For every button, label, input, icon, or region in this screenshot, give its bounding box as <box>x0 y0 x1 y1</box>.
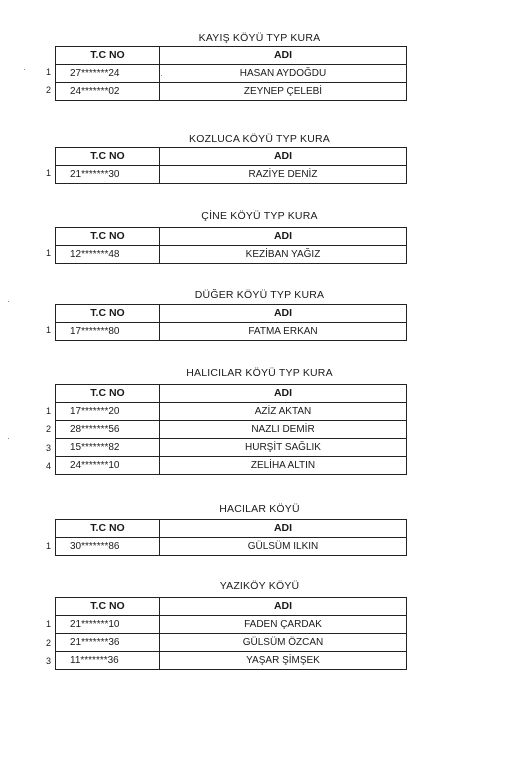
header-tc: T.C NO <box>56 148 160 166</box>
name-cell: HURŞİT SAĞLIK <box>160 439 407 457</box>
results-table <box>55 597 407 670</box>
row-number: 1 <box>46 168 52 178</box>
header-name: ADI <box>160 148 407 166</box>
tc-cell: 24*******10 <box>56 457 160 475</box>
name-cell: ZELİHA ALTIN <box>160 457 407 475</box>
row-number: 1 <box>46 406 52 416</box>
name-cell: FADEN ÇARDAK <box>160 616 407 634</box>
header-name: ADI <box>160 228 407 246</box>
name-cell: FATMA ERKAN <box>160 323 407 341</box>
tc-cell: 21*******36 <box>56 634 160 652</box>
name-cell: HASAN AYDOĞDU <box>160 65 407 83</box>
results-table <box>55 304 407 341</box>
table-row <box>56 457 407 475</box>
table-row <box>56 421 407 439</box>
results-table <box>55 227 407 264</box>
name-cell: YAŞAR ŞİMŞEK <box>160 652 407 670</box>
table-row <box>56 403 407 421</box>
section-title: HALICILAR KÖYÜ TYP KURA <box>186 367 333 379</box>
name-cell: GÜLSÜM ÖZCAN <box>160 634 407 652</box>
tc-cell: 17*******20 <box>56 403 160 421</box>
table-row <box>56 538 407 556</box>
section-title: DÜĞER KÖYÜ TYP KURA <box>194 289 325 301</box>
tc-cell: 27*******24 <box>56 65 160 83</box>
row-number: 2 <box>46 85 52 95</box>
tc-cell: 28*******56 <box>56 421 160 439</box>
row-number: 1 <box>46 325 52 335</box>
section-title: KOZLUCA KÖYÜ TYP KURA <box>189 133 330 145</box>
row-number: 1 <box>46 248 52 258</box>
tc-cell: 30*******86 <box>56 538 160 556</box>
tc-cell: 21*******30 <box>56 166 160 184</box>
header-tc: T.C NO <box>56 598 160 616</box>
row-number: 3 <box>46 443 52 453</box>
header-tc: T.C NO <box>56 520 160 538</box>
header-tc: T.C NO <box>56 385 160 403</box>
section-title: KAYIŞ KÖYÜ TYP KURA <box>198 32 321 44</box>
row-number: 2 <box>46 424 52 434</box>
scan-speck <box>24 69 25 70</box>
scan-speck <box>161 75 162 76</box>
tc-cell: 17*******80 <box>56 323 160 341</box>
name-cell: RAZİYE DENİZ <box>160 166 407 184</box>
table-row <box>56 439 407 457</box>
results-table <box>55 46 407 101</box>
tc-cell: 21*******10 <box>56 616 160 634</box>
name-cell: NAZLI DEMİR <box>160 421 407 439</box>
row-number: 4 <box>46 461 52 471</box>
table-row <box>56 65 407 83</box>
tc-cell: 12*******48 <box>56 246 160 264</box>
row-number: 1 <box>46 67 52 77</box>
header-tc: T.C NO <box>56 305 160 323</box>
name-cell: GÜLSÜM ILKIN <box>160 538 407 556</box>
section-title: HACILAR KÖYÜ <box>219 503 300 515</box>
header-name: ADI <box>160 305 407 323</box>
scan-speck <box>8 301 9 302</box>
results-table <box>55 147 407 184</box>
results-table <box>55 519 407 556</box>
table-row <box>56 616 407 634</box>
header-tc: T.C NO <box>56 47 160 65</box>
header-name: ADI <box>160 47 407 65</box>
header-name: ADI <box>160 385 407 403</box>
header-tc: T.C NO <box>56 228 160 246</box>
header-name: ADI <box>160 520 407 538</box>
table-row <box>56 83 407 101</box>
row-number: 3 <box>46 656 52 666</box>
row-number: 1 <box>46 619 52 629</box>
name-cell: KEZİBAN YAĞIZ <box>160 246 407 264</box>
tc-cell: 24*******02 <box>56 83 160 101</box>
scan-speck <box>8 438 9 439</box>
row-number: 2 <box>46 638 52 648</box>
section-title: YAZIKÖY KÖYÜ <box>219 580 300 592</box>
table-row <box>56 652 407 670</box>
table-row <box>56 166 407 184</box>
header-name: ADI <box>160 598 407 616</box>
tc-cell: 11*******36 <box>56 652 160 670</box>
section-title: ÇİNE KÖYÜ TYP KURA <box>201 210 318 222</box>
table-row <box>56 634 407 652</box>
table-row <box>56 246 407 264</box>
name-cell: AZİZ AKTAN <box>160 403 407 421</box>
table-row <box>56 323 407 341</box>
name-cell: ZEYNEP ÇELEBİ <box>160 83 407 101</box>
tc-cell: 15*******82 <box>56 439 160 457</box>
results-table <box>55 384 407 475</box>
row-number: 1 <box>46 541 52 551</box>
